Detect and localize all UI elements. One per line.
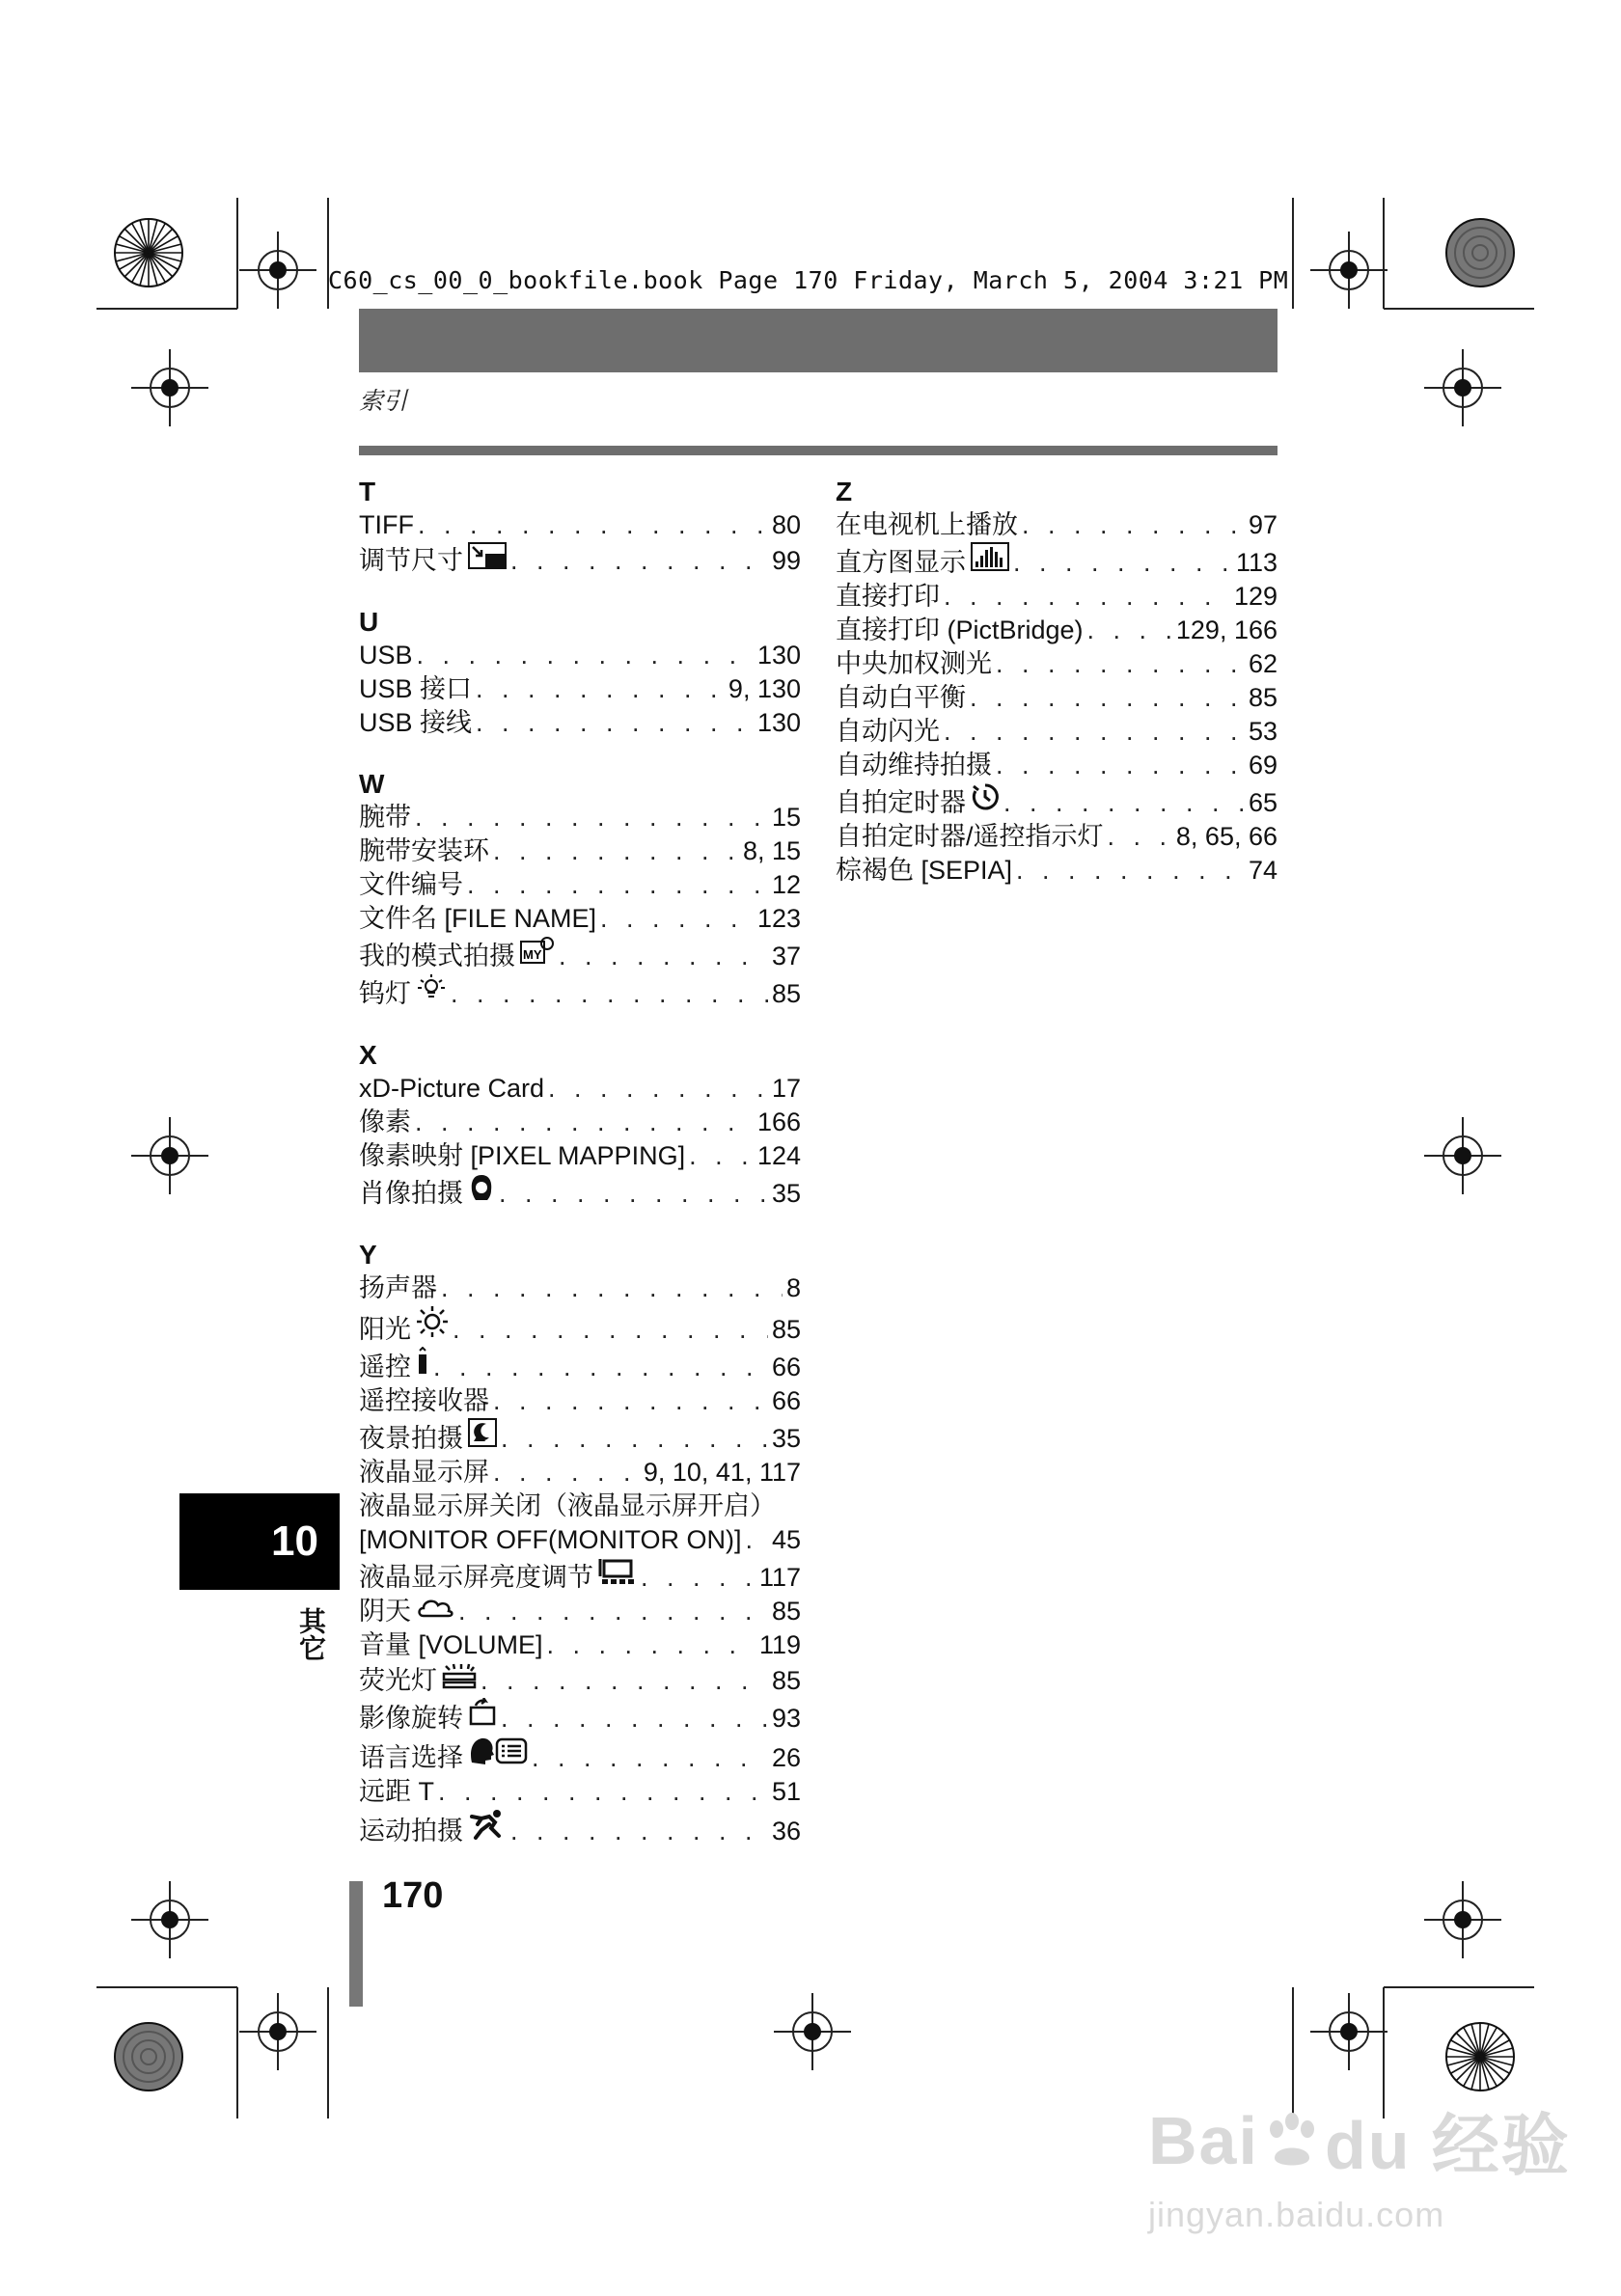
print-header: C60_cs_00_0_bookfile.book Page 170 Friday, March 5, 2004 3:21 PM	[328, 266, 1289, 294]
leader-dots	[415, 1106, 754, 1139]
index-term: TIFF	[359, 510, 414, 539]
index-page-ref: 8	[785, 1273, 801, 1302]
index-page-ref: 85	[771, 1666, 801, 1695]
index-term: 中央加权测光	[836, 649, 992, 678]
index-page-ref: 85	[771, 979, 801, 1008]
index-entry	[359, 1775, 801, 1809]
index-letter: Y	[359, 1240, 377, 1270]
leader-dots	[641, 1561, 756, 1595]
starburst-target-icon	[112, 216, 185, 289]
index-entry	[836, 580, 1278, 614]
baidu-watermark	[1148, 2091, 1571, 2235]
gray-disk-target-icon	[112, 2020, 185, 2093]
leader-dots	[1016, 854, 1245, 888]
index-entry	[359, 1557, 801, 1595]
leader-dots	[458, 1595, 768, 1628]
index-entry	[359, 706, 801, 740]
gray-disk-target-icon	[1443, 216, 1517, 289]
index-entry	[359, 1347, 801, 1384]
index-page-ref: 69	[1248, 751, 1278, 779]
index-entry	[836, 854, 1278, 888]
histogram-icon	[971, 542, 1009, 571]
index-term: 液晶显示屏	[359, 1458, 489, 1487]
index-letter: Z	[836, 477, 853, 506]
index-group	[359, 476, 801, 578]
registration-target-icon	[131, 349, 208, 426]
leader-dots	[451, 977, 768, 1011]
leader-dots	[996, 749, 1245, 782]
index-entry	[359, 834, 801, 868]
index-group	[359, 1239, 801, 1848]
index-page-ref: 123	[756, 904, 801, 933]
watermark-url: jingyan.baidu.com	[1148, 2195, 1445, 2234]
index-entry	[359, 902, 801, 936]
chapter-number-tab: 10	[179, 1493, 340, 1590]
page-side-bar	[349, 1881, 363, 2007]
index-group	[359, 1039, 801, 1211]
leader-dots	[510, 1815, 768, 1848]
index-page-ref: 130	[756, 641, 801, 670]
index-term: 腕带安装环	[359, 836, 489, 865]
sport-icon	[468, 1809, 507, 1840]
index-entry	[359, 1384, 801, 1418]
index-term: 液晶显示屏关闭（液晶显示屏开启）	[359, 1491, 776, 1520]
index-page-ref: 74	[1248, 856, 1278, 885]
brightness-icon	[598, 1557, 637, 1586]
index-entry	[359, 1698, 801, 1736]
leader-dots	[1013, 546, 1232, 580]
index-entry	[359, 868, 801, 902]
index-page-ref: 129	[1233, 582, 1278, 611]
leader-dots	[745, 1523, 767, 1557]
index-term: 阴天	[359, 1597, 411, 1626]
index-page-ref: 15	[771, 803, 801, 832]
index-term: USB 接口	[359, 674, 473, 703]
index-entry	[359, 1490, 801, 1557]
index-term: 音量 [VOLUME]	[359, 1630, 543, 1659]
index-page-ref: 80	[771, 510, 801, 539]
leader-dots	[418, 508, 768, 542]
index-term: 文件编号	[359, 870, 463, 899]
leader-dots	[532, 1741, 768, 1775]
leader-dots	[501, 1422, 768, 1456]
leader-dots	[415, 801, 768, 834]
registration-target-icon	[1424, 349, 1501, 426]
index-term: 遥控接收器	[359, 1386, 489, 1415]
self-timer-icon	[971, 782, 1000, 811]
index-page-ref: 35	[771, 1179, 801, 1208]
index-entry	[836, 614, 1278, 647]
index-entry	[359, 936, 801, 973]
index-page-ref: 36	[771, 1817, 801, 1845]
index-entry	[359, 1595, 801, 1628]
index-page-ref: 51	[771, 1777, 801, 1806]
index-entry	[359, 1662, 801, 1698]
index-entry	[836, 749, 1278, 782]
night-scene-icon	[468, 1418, 497, 1447]
index-group	[836, 476, 1278, 888]
leader-dots	[417, 639, 754, 672]
index-page-ref: 124	[756, 1141, 801, 1170]
index-entry	[836, 782, 1278, 820]
leader-dots	[493, 1456, 640, 1490]
leader-dots	[944, 580, 1230, 614]
index-term: 直接打印	[836, 582, 940, 611]
tungsten-icon	[416, 973, 447, 1002]
index-entry	[359, 508, 801, 542]
index-term: USB 接线	[359, 708, 473, 737]
leader-dots	[689, 1139, 754, 1173]
index-term: 文件名 [FILE NAME]	[359, 904, 597, 933]
index-page-ref: 85	[771, 1597, 801, 1626]
leader-dots	[944, 715, 1245, 749]
index-entry	[836, 542, 1278, 580]
index-entry	[359, 639, 801, 672]
leader-dots	[499, 1177, 768, 1211]
index-page-ref: 66	[771, 1386, 801, 1415]
index-term: 液晶显示屏亮度调节	[359, 1563, 593, 1592]
language-icon	[468, 1736, 528, 1766]
leader-dots	[438, 1775, 768, 1809]
index-page-ref: 166	[756, 1107, 801, 1136]
index-page-ref: 93	[771, 1704, 801, 1733]
index-term: 自拍定时器/遥控指示灯	[836, 822, 1104, 851]
index-term: 遥控	[359, 1353, 411, 1381]
starburst-target-icon	[1443, 2020, 1517, 2093]
leader-dots	[548, 1072, 768, 1106]
leader-dots	[1108, 820, 1172, 854]
index-page-ref: 65	[1248, 788, 1278, 817]
index-entry	[359, 973, 801, 1011]
leader-dots	[493, 834, 739, 868]
leader-dots	[547, 1628, 756, 1662]
leader-dots	[1003, 786, 1245, 820]
index-term: 远距 T	[359, 1777, 434, 1806]
leader-dots	[1022, 508, 1245, 542]
leader-dots	[433, 1351, 768, 1384]
index-term: 扬声器	[359, 1273, 437, 1302]
index-letter: W	[359, 769, 385, 799]
leader-dots	[453, 1313, 768, 1347]
leader-dots	[600, 902, 754, 936]
index-page-ref: 130	[756, 708, 801, 737]
index-entry	[359, 1628, 801, 1662]
registration-target-icon	[1424, 1117, 1501, 1194]
index-entry	[359, 672, 801, 706]
index-letter: X	[359, 1040, 377, 1070]
index-entry	[359, 1736, 801, 1775]
index-term: 我的模式拍摄	[359, 942, 515, 970]
registration-target-icon	[1310, 1993, 1387, 2070]
sun-icon	[416, 1305, 449, 1338]
index-page-ref: 37	[771, 942, 801, 970]
registration-target-icon	[131, 1117, 208, 1194]
index-entry	[836, 647, 1278, 681]
header-band	[359, 309, 1278, 372]
index-page-ref: 85	[1248, 683, 1278, 712]
index-entry	[359, 1139, 801, 1173]
index-entry	[836, 820, 1278, 854]
resize-icon	[468, 542, 507, 569]
index-page-ref: 66	[771, 1353, 801, 1381]
index-term: USB	[359, 641, 413, 670]
index-page-ref: 35	[771, 1424, 801, 1453]
portrait-icon	[468, 1173, 495, 1202]
registration-target-icon	[774, 1993, 851, 2070]
index-term: 像素	[359, 1107, 411, 1136]
index-entry	[836, 681, 1278, 715]
fluorescent-icon	[442, 1662, 477, 1689]
paw-icon	[1265, 2112, 1319, 2170]
leader-dots	[1087, 614, 1172, 647]
index-page-ref: 45	[771, 1525, 801, 1554]
index-page-ref: 129, 166	[1175, 615, 1278, 644]
registration-target-icon	[239, 232, 316, 309]
index-term: 影像旋转	[359, 1704, 463, 1733]
index-term: 钨灯	[359, 979, 411, 1008]
index-page-ref: 17	[771, 1074, 801, 1103]
index-term: 自动闪光	[836, 717, 940, 746]
index-term: 肖像拍摄	[359, 1179, 463, 1208]
index-term: 夜景拍摄	[359, 1424, 463, 1453]
section-title: 索引	[359, 388, 408, 415]
index-page-ref: 85	[771, 1315, 801, 1344]
index-entry	[359, 1072, 801, 1106]
index-page-ref: 113	[1235, 548, 1278, 577]
index-column-left	[359, 476, 801, 1876]
leader-dots	[481, 1664, 768, 1698]
leader-dots	[476, 706, 754, 740]
svg-text:MY: MY	[523, 947, 542, 962]
my-mode-icon	[520, 936, 555, 965]
index-group	[359, 768, 801, 1011]
rotate-icon	[468, 1698, 497, 1727]
header-rule	[359, 446, 1278, 455]
registration-target-icon	[239, 1993, 316, 2070]
index-page-ref: 62	[1248, 649, 1278, 678]
remote-icon	[416, 1347, 429, 1376]
index-term-continued: [MONITOR OFF(MONITOR ON)]	[359, 1525, 742, 1554]
index-entry	[359, 1271, 801, 1305]
index-letter: U	[359, 607, 379, 637]
index-entry	[836, 508, 1278, 542]
index-term: xD-Picture Card	[359, 1074, 545, 1103]
index-entry	[836, 715, 1278, 749]
chapter-label: 其它	[296, 1607, 326, 1661]
leader-dots	[441, 1271, 783, 1305]
index-entry	[359, 1418, 801, 1456]
index-term: 运动拍摄	[359, 1817, 463, 1845]
registration-target-icon	[1310, 232, 1387, 309]
index-letter: T	[359, 477, 376, 506]
index-term: 语言选择	[359, 1743, 463, 1772]
index-entry	[359, 801, 801, 834]
index-page-ref: 53	[1248, 717, 1278, 746]
index-page-ref: 99	[771, 546, 801, 575]
index-entry	[359, 1456, 801, 1490]
index-page-ref: 97	[1248, 510, 1278, 539]
leader-dots	[501, 1702, 768, 1736]
leader-dots	[970, 681, 1245, 715]
leader-dots	[559, 940, 768, 973]
index-entry	[359, 1173, 801, 1211]
index-page-ref: 8, 15	[742, 836, 801, 865]
index-term: 阳光	[359, 1315, 411, 1344]
index-page-ref: 8, 65, 66	[1175, 822, 1278, 851]
watermark-text-left: Bai	[1148, 2102, 1259, 2178]
index-entry	[359, 1106, 801, 1139]
index-page-ref: 119	[758, 1630, 801, 1659]
index-term: 在电视机上播放	[836, 510, 1018, 539]
index-page-ref: 9, 130	[728, 674, 801, 703]
leader-dots	[476, 672, 725, 706]
index-page-ref: 12	[771, 870, 801, 899]
index-column-right	[836, 476, 1278, 916]
index-entry	[359, 1305, 801, 1347]
index-term: 调节尺寸	[359, 546, 463, 575]
index-term: 像素映射 [PIXEL MAPPING]	[359, 1141, 686, 1170]
registration-target-icon	[1424, 1881, 1501, 1958]
index-entry	[359, 1809, 801, 1848]
leader-dots	[996, 647, 1245, 681]
index-page-ref: 26	[771, 1743, 801, 1772]
index-term: 自拍定时器	[836, 788, 966, 817]
index-term: 自动白平衡	[836, 683, 966, 712]
index-entry	[359, 542, 801, 578]
cloud-icon	[416, 1595, 454, 1620]
index-page-ref: 9, 10, 41, 117	[643, 1458, 801, 1487]
index-term: 腕带	[359, 803, 411, 832]
index-term: 棕褐色 [SEPIA]	[836, 856, 1013, 885]
registration-target-icon	[131, 1881, 208, 1958]
index-term: 直方图显示	[836, 548, 966, 577]
leader-dots	[493, 1384, 768, 1418]
leader-dots	[510, 544, 768, 578]
index-term: 自动维持拍摄	[836, 751, 992, 779]
leader-dots	[467, 868, 768, 902]
index-term: 荧光灯	[359, 1666, 437, 1695]
index-group	[359, 606, 801, 740]
watermark-text-right: du 经验	[1324, 2108, 1571, 2183]
index-page-ref: 117	[758, 1563, 801, 1592]
page-number: 170	[382, 1875, 444, 1916]
index-term: 直接打印 (PictBridge)	[836, 615, 1084, 644]
